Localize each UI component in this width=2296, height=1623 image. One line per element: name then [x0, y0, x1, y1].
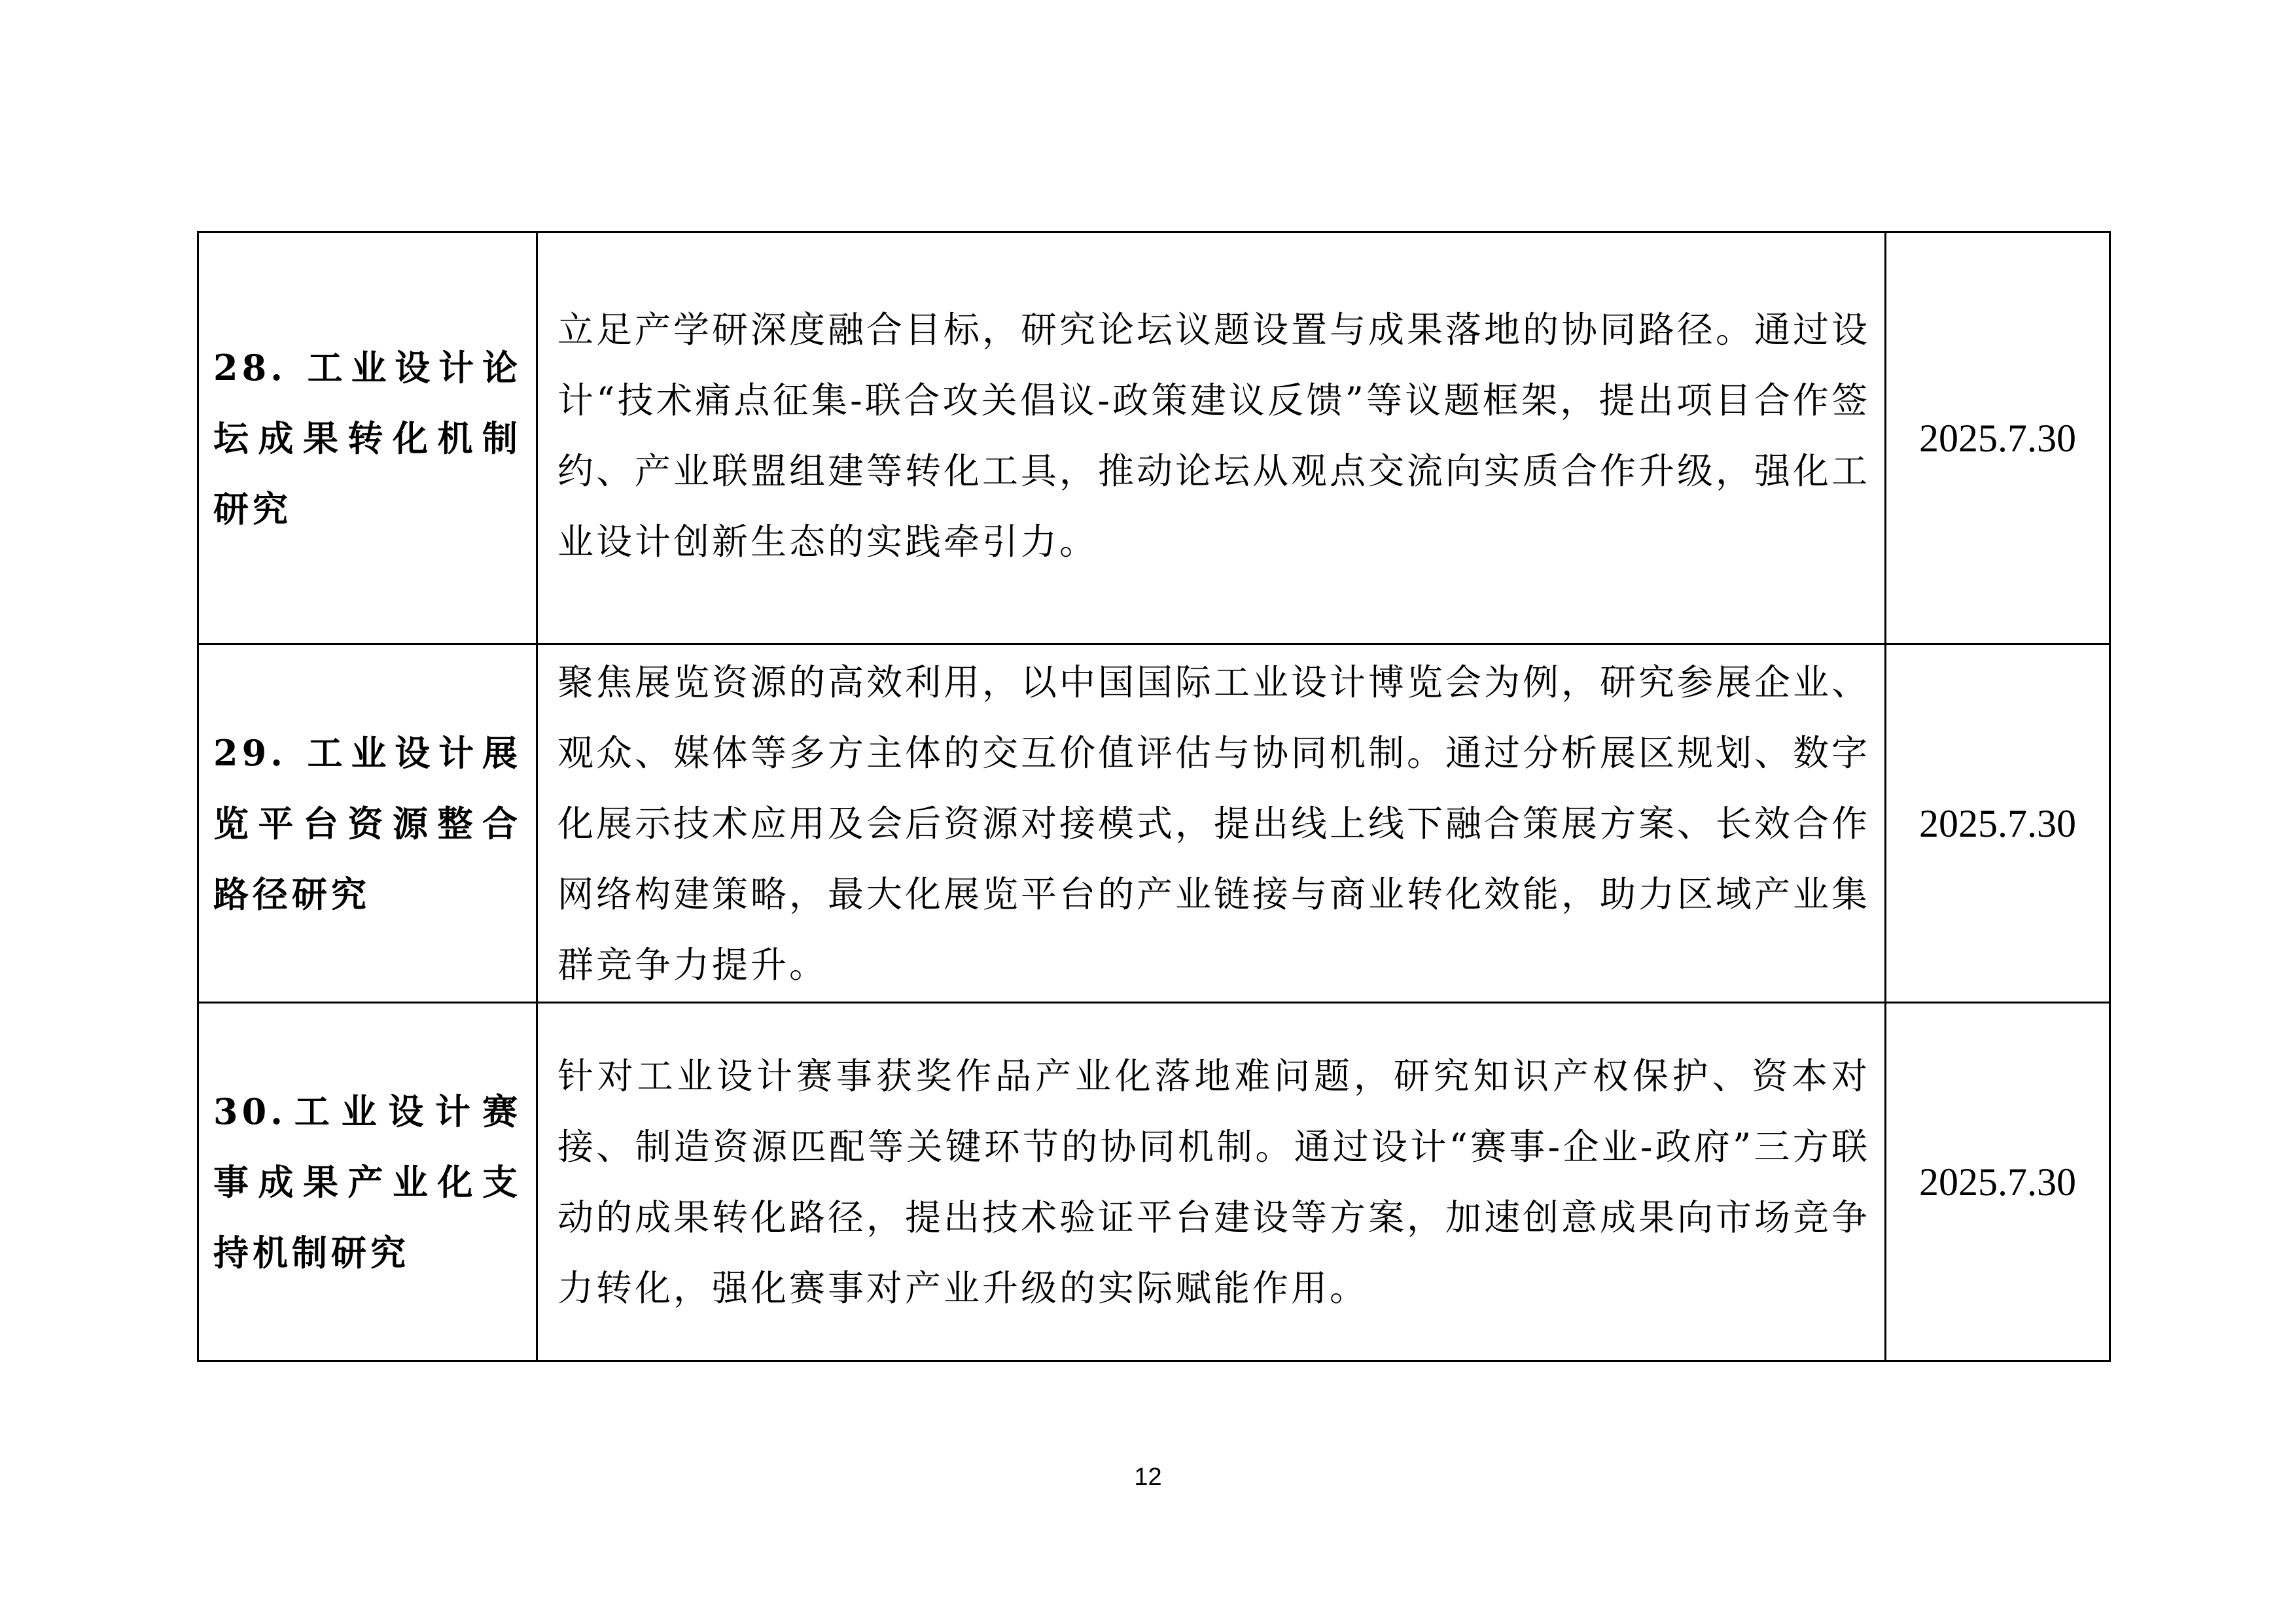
topic-title: 28. 工业设计论坛成果转化机制研究 — [213, 346, 521, 530]
topic-description-cell — [537, 644, 1886, 1003]
topic-date: 2025.7.30 — [1919, 801, 2076, 845]
research-topics-table — [197, 231, 2111, 1362]
topic-date-cell — [1886, 644, 2110, 1003]
topic-description: 立足产学研深度融合目标，研究论坛议题设置与成果落地的协同路径。通过设计“技术痛点征集-联合攻关倡议-政策建议反馈”等议题框架，提出项目合作签约、产业联盟组建等转化工具，推动论坛从观点交流向实质合作升级，强化工业设计创新生态的实践牵引力。 — [557, 308, 1871, 563]
page-number: 12 — [1134, 1463, 1162, 1491]
topic-title: 29. 工业设计展览平台资源整合路径研究 — [213, 731, 521, 915]
table-row — [198, 1003, 2110, 1361]
table-row — [198, 232, 2110, 644]
topic-description-cell — [537, 1003, 1886, 1361]
topic-date-cell — [1886, 232, 2110, 644]
topic-description: 针对工业设计赛事获奖作品产业化落地难问题，研究知识产权保护、资本对接、制造资源匹配等关键环节的协同机制。通过设计“赛事-企业-政府”三方联动的成果转化路径，提出技术验证平台建设等方案，加速创意成果向市场竞争力转化，强化赛事对产业升级的实际赋能作用。 — [557, 1055, 1871, 1309]
topic-description-cell — [537, 232, 1886, 644]
topic-title-cell — [198, 1003, 537, 1361]
topic-date: 2025.7.30 — [1919, 416, 2076, 460]
topic-date-cell — [1886, 1003, 2110, 1361]
topic-title: 30.工业设计赛事成果产业化支持机制研究 — [213, 1090, 521, 1274]
topic-title-cell — [198, 644, 537, 1003]
topic-description: 聚焦展览资源的高效利用，以中国国际工业设计博览会为例，研究参展企业、观众、媒体等多方主体的交互价值评估与协同机制。通过分析展区规划、数字化展示技术应用及会后资源对接模式，提出线上线下融合策展方案、长效合作网络构建策略，最大化展览平台的产业链接与商业转化效能，助力区域产业集群竞争力提升。 — [557, 661, 1871, 986]
topic-title-cell — [198, 232, 537, 644]
table-row — [198, 644, 2110, 1003]
topic-date: 2025.7.30 — [1919, 1160, 2076, 1204]
